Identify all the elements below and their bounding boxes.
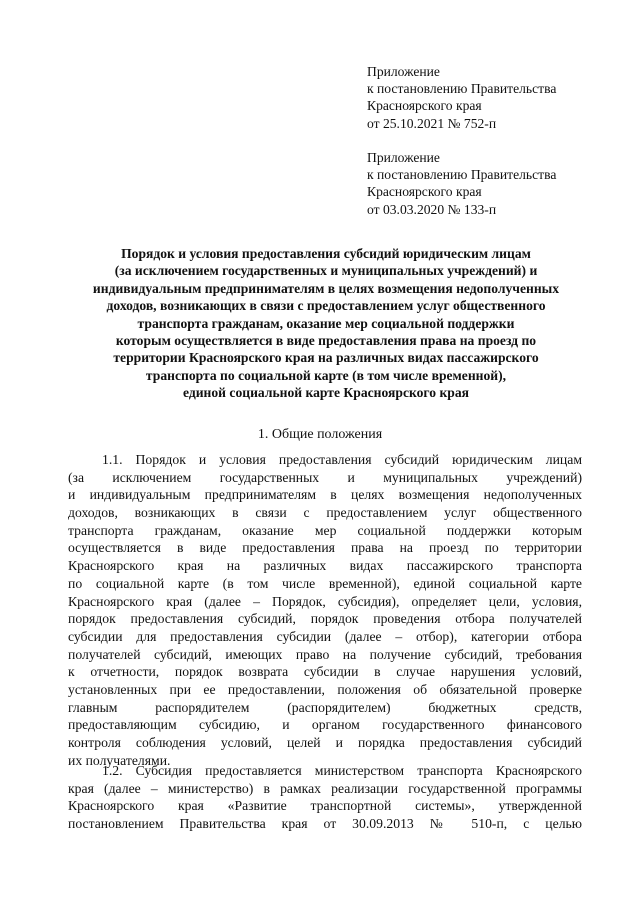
title-line: (за исключением государственных и муниципальных учреждений) и: [114, 263, 538, 279]
paragraph-line: постановлением Правительства края от 30.09.2013 № 510-п, с целью: [68, 816, 582, 832]
attachment-line: Приложение: [367, 64, 440, 79]
title-line: транспорта по социальной карте (в том числе временной),: [145, 367, 507, 383]
paragraph-line: к отчетности, порядок возврата субсидии в случае нарушения условий,: [68, 664, 582, 680]
title-line: индивидуальным предпринимателям в целях возмещения недополученных: [92, 280, 560, 296]
attachment-line: к постановлению Правительства: [367, 81, 557, 97]
paragraph-line: установленных при ее предоставлении, положения об обязательной проверке: [68, 681, 582, 697]
attachment-line: Красноярского края: [367, 184, 482, 200]
section-heading: 1. Общие положения: [257, 427, 383, 442]
paragraph-line: края (далее – министерство) в рамках реализации государственной программы: [68, 780, 582, 796]
paragraph-line: контроля соблюдения условий, целей и порядка предоставления субсидий: [68, 735, 582, 750]
paragraph-line: доходов, возникающих в связи с предоставлением услуг общественного: [68, 505, 582, 521]
paragraph-line: Красноярского края «Развитие транспортной системы», утвержденной: [68, 798, 582, 814]
paragraph-line: осуществляется в виде предоставления права на проезд по территории: [68, 540, 582, 556]
paragraph-line: Красноярского края (далее – Порядок, субсидия), определяет цели, условия,: [68, 593, 582, 609]
attachment-block-1: [367, 63, 617, 132]
paragraph-line: 1.1. Порядок и условия предоставления субсидий юридическим лицам: [102, 452, 582, 467]
paragraph-line: 1.2. Субсидия предоставляется министерством транспорта Красноярского: [102, 763, 582, 778]
attachment-block-2: [367, 149, 617, 218]
title-line: Порядок и условия предоставления субсидий юридическим лицам: [121, 246, 531, 261]
attachment-line: Приложение: [367, 150, 440, 165]
paragraph-line: субсидии для предоставления субсидии (далее – отбор), категории отбора: [68, 628, 582, 644]
paragraph-line: получателей субсидий, имеющих право на получение субсидий, требования: [68, 646, 582, 662]
paragraph-line: главным распорядителем (распорядителем) бюджетных средств,: [68, 699, 582, 715]
paragraph-line: (за исключением государственных и муниципальных учреждений): [68, 469, 582, 485]
title-line: которым осуществляется в виде предоставления права на проезд по: [115, 333, 537, 349]
paragraph-line: и индивидуальным предпринимателям в целях возмещения недополученных: [68, 487, 582, 503]
title-line: единой социальной карте Красноярского края: [182, 385, 469, 401]
paragraph-1-2: [68, 762, 582, 833]
attachment-line: от 25.10.2021 № 752-п: [367, 115, 497, 131]
paragraph-line: по социальной карте (в том числе временной), единой социальной карте: [68, 575, 582, 591]
attachment-line: Красноярского края: [367, 98, 482, 114]
paragraph-line: предоставляющим субсидию, и органом государственного финансового: [68, 717, 582, 733]
paragraph-line: транспорта гражданам, оказание мер социальной поддержки которым: [68, 522, 582, 538]
document-title: [66, 245, 586, 402]
attachment-line: к постановлению Правительства: [367, 167, 557, 183]
attachment-line: от 03.03.2020 № 133-п: [367, 201, 497, 217]
title-line: территории Красноярского края на различных видах пассажирского: [113, 350, 539, 366]
paragraph-line: порядок предоставления субсидий, порядок проведения отбора получателей: [68, 611, 582, 627]
paragraph-1-1: [68, 451, 582, 769]
paragraph-line: Красноярского края на различных видах пассажирского транспорта: [68, 558, 582, 574]
title-line: доходов, возникающих в связи с предоставлением услуг общественного: [106, 298, 546, 314]
title-line: транспорта гражданам, оказание мер социальной поддержки: [137, 315, 515, 331]
paragraph-line: их получателями.: [68, 752, 171, 768]
